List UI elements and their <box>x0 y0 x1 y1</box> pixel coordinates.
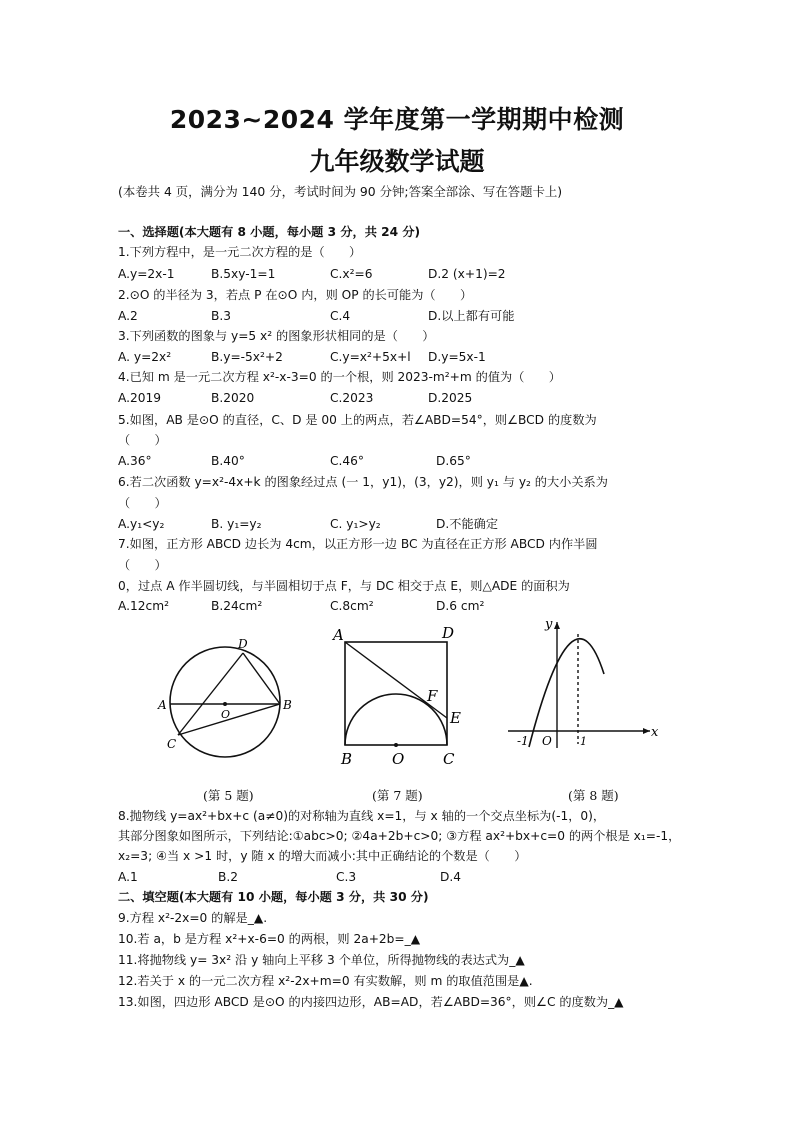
q5-option-d: D.65° <box>436 454 471 468</box>
q7-stem2: 0，过点 A 作半圆切线，与半圆相切于点 F，与 DC 相交于点 E，则△ADE 的面积为 <box>118 579 570 593</box>
q6-option-a: A.y₁<y₂ <box>118 517 165 531</box>
q6-stem: 6.若二次函数 y=x²-4x+k 的图象经过点 (一 1，y1)，(3，y2)，则 y₁ 与 y₂ 的大小关系为 <box>118 475 608 489</box>
q7-stem: 7.如图，正方形 ABCD 边长为 4cm，以正方形一边 BC 为直径在正方形 ABCD 内作半圆 <box>118 537 598 551</box>
q4-option-a: A.2019 <box>118 391 162 405</box>
exam-title: 2023~2024 学年度第一学期期中检测 <box>169 105 625 134</box>
fig5-label-b: B <box>283 698 292 712</box>
fig7-label-o: O <box>392 750 405 768</box>
q8-line3: x₂=3; ④当 x >1 时，y 随 x 的增大而减小:其中正确结论的个数是（ ） <box>118 849 527 863</box>
q3-option-b: B.y=-5x²+2 <box>211 350 283 364</box>
fig5-label-o: O <box>221 708 231 721</box>
q7-paren: （ ） <box>118 558 167 572</box>
q11-text: 11.将抛物线 y= 3x² 沿 y 轴向上平移 3 个单位，所得抛物线的表达式为_▲ <box>118 953 525 967</box>
q5-option-c: C.46° <box>330 454 364 468</box>
q6-paren: （ ） <box>118 496 167 510</box>
q8-option-a: A.1 <box>118 870 138 884</box>
fig7-label-a: A <box>333 626 344 644</box>
fig7-label-d: D <box>442 624 455 642</box>
q12-text: 12.若关于 x 的一元二次方程 x²-2x+m=0 有实数解，则 m 的取值范围是▲. <box>118 974 533 988</box>
fig7-tangent-line <box>345 642 447 718</box>
q2-stem: 2.⊙O 的半径为 3，若点 P 在⊙O 内，则 OP 的长可能为（ ） <box>118 288 473 302</box>
section2-heading: 二、填空题(本大题有 10 小题，每小题 3 分，共 30 分) <box>118 890 429 904</box>
fig5-chord-cd <box>178 653 243 735</box>
figure-7-square-diagram <box>325 620 475 770</box>
q5-option-a: A.36° <box>118 454 152 468</box>
q8-option-d: D.4 <box>440 870 462 884</box>
q4-option-d: D.2025 <box>428 391 473 405</box>
q7-option-d: D.6 cm² <box>436 599 485 613</box>
q8-option-c: C.3 <box>336 870 357 884</box>
q8-line2: 其部分图象如图所示，下列结论:①abc>0; ②4a+2b+c>0; ③方程 ax²+bx+c=0 的两个根是 x₁=-1， <box>118 829 681 843</box>
fig5-caption: (第 5 题) <box>203 788 254 803</box>
q6-option-b: B. y₁=y₂ <box>211 517 262 531</box>
q2-option-c: C.4 <box>330 309 351 323</box>
fig8-caption: (第 8 题) <box>568 788 619 803</box>
q4-stem: 4.已知 m 是一元二次方程 x²-x-3=0 的一个根，则 2023-m²+m 的值为（ ） <box>118 370 561 384</box>
q13-text: 13.如图，四边形 ABCD 是⊙O 的内接四边形，AB=AD，若∠ABD=36°，则∠C 的度数为_▲ <box>118 995 624 1009</box>
fig7-label-f: F <box>427 687 438 705</box>
q5-stem: 5.如图，AB 是⊙O 的直径，C、D 是 00 上的两点，若∠ABD=54°，则∠BCD 的度数为 <box>118 413 597 427</box>
fig8-label-minus-one: -1 <box>517 734 529 748</box>
fig7-label-e: E <box>450 709 461 727</box>
q3-option-a: A. y=2x² <box>118 350 172 364</box>
q3-option-d: D.y=5x-1 <box>428 350 486 364</box>
q7-option-a: A.12cm² <box>118 599 169 613</box>
figure-5-circle-diagram <box>150 635 300 760</box>
fig5-label-a: A <box>158 698 167 712</box>
fig7-label-c: C <box>443 750 455 768</box>
q2-option-a: A.2 <box>118 309 138 323</box>
fig8-label-x: x <box>651 725 659 740</box>
figure-8-parabola-graph <box>500 612 665 752</box>
q1-option-c: C.x²=6 <box>330 267 373 281</box>
q5-option-b: B.40° <box>211 454 245 468</box>
fig5-label-c: C <box>167 737 177 751</box>
q4-option-b: B.2020 <box>211 391 255 405</box>
section1-heading: 一、选择题(本大题有 8 小题，每小题 3 分，共 24 分) <box>118 225 421 239</box>
fig7-label-b: B <box>341 750 353 768</box>
fig7-center-point <box>394 743 398 747</box>
q3-option-c: C.y=x²+5x+l <box>330 350 411 364</box>
q8-option-b: B.2 <box>218 870 238 884</box>
fig7-caption: (第 7 题) <box>372 788 423 803</box>
q8-line1: 8.抛物线 y=ax²+bx+c (a≠0)的对称轴为直线 x=1，与 x 轴的一个交点坐标为(-1，0)， <box>118 809 606 823</box>
q7-option-b: B.24cm² <box>211 599 263 613</box>
fig8-label-y: y <box>545 617 553 632</box>
q2-option-d: D.以上都有可能 <box>428 309 515 323</box>
exam-subtitle: 九年级数学试题 <box>309 147 485 176</box>
q4-option-c: C.2023 <box>330 391 374 405</box>
fig5-label-d: D <box>238 637 248 651</box>
q1-option-d: D.2 (x+1)=2 <box>428 267 506 281</box>
q7-option-c: C.8cm² <box>330 599 374 613</box>
exam-note: (本卷共 4 页，满分为 140 分，考试时间为 90 分钟;答案全部涂、写在答题卡上) <box>118 184 563 199</box>
q1-option-a: A.y=2x-1 <box>118 267 175 281</box>
q3-stem: 3.下列函数的图象与 y=5 x² 的图象形状相同的是（ ） <box>118 329 435 343</box>
q1-stem: 1.下列方程中，是一元二次方程的是（ ） <box>118 245 362 259</box>
q6-option-d: D.不能确定 <box>436 517 499 531</box>
q10-text: 10.若 a，b 是方程 x²+x-6=0 的两根，则 2a+2b=_▲ <box>118 932 421 946</box>
q1-option-b: B.5xy-1=1 <box>211 267 276 281</box>
fig8-label-one: 1 <box>580 735 587 748</box>
fig8-y-arrow-icon <box>554 622 560 629</box>
q9-text: 9.方程 x²-2x=0 的解是_▲. <box>118 911 268 925</box>
q6-option-c: C. y₁>y₂ <box>330 517 381 531</box>
q2-option-b: B.3 <box>211 309 231 323</box>
q5-paren: （ ） <box>118 433 167 447</box>
fig5-center-point <box>223 702 227 706</box>
fig8-label-origin: O <box>542 734 552 748</box>
fig8-x-arrow-icon <box>643 728 650 734</box>
